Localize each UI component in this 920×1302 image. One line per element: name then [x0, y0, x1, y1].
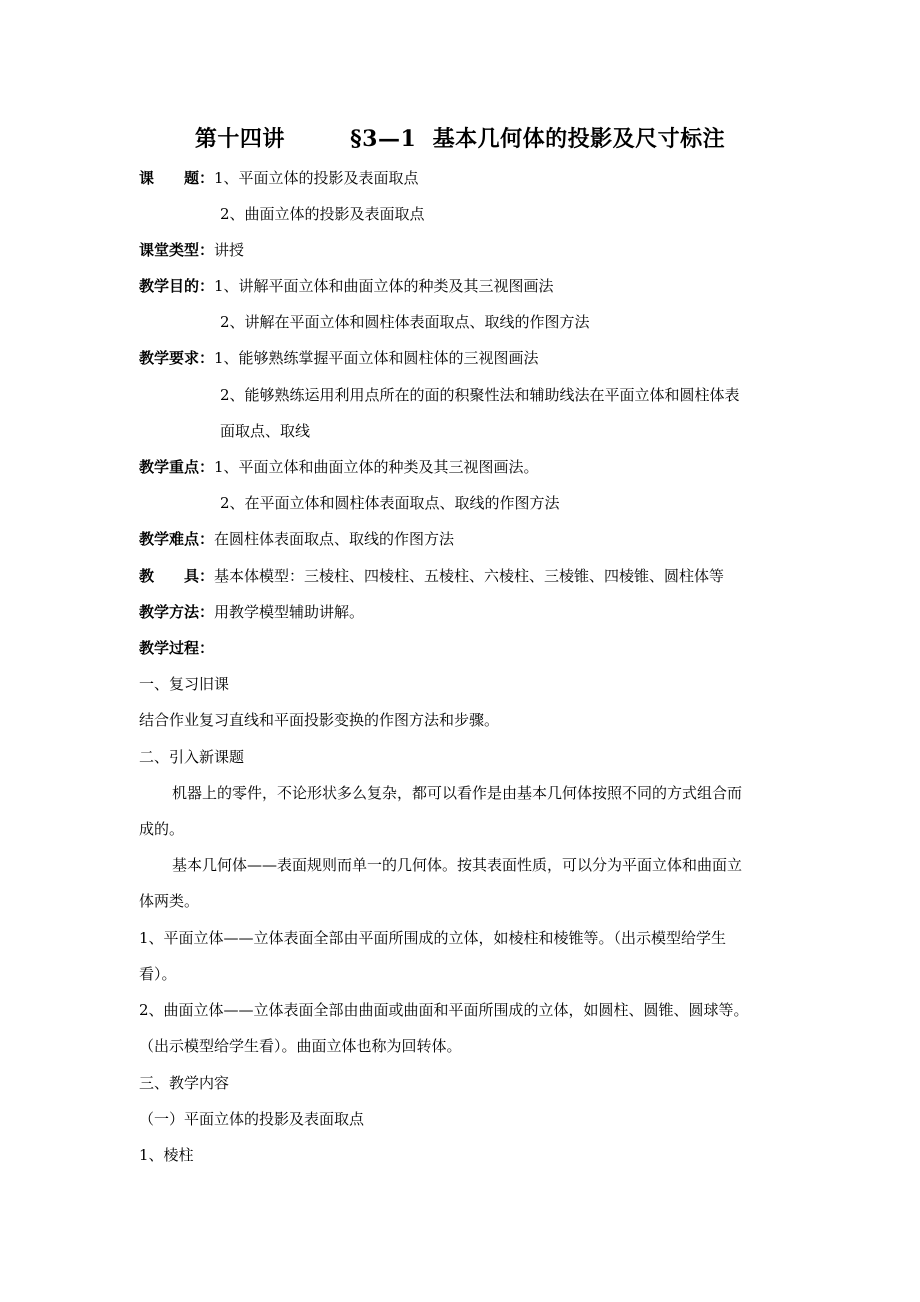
list-item-2-line-1: 2、曲面立体——立体表面全部由曲面或曲面和平面所围成的立体，如圆柱、圆锥、圆球等。 — [139, 1001, 749, 1019]
list-item-1-line-1: 1、平面立体——立体表面全部由平面所围成的立体，如棱柱和棱锥等。（出示模型给学生 — [139, 929, 727, 947]
topic-label: 课 题： — [139, 169, 215, 187]
requirement-item-2a: 2、能够熟练运用利用点所在的面的积聚性法和辅助线法在平面立体和圆柱体表 — [220, 386, 740, 404]
topic-item-2: 2、曲面立体的投影及表面取点 — [220, 205, 425, 223]
paragraph-2-line-2: 体两类。 — [139, 892, 200, 910]
requirement-item-2b: 面取点、取线 — [220, 422, 311, 440]
difficulty-value: 在圆柱体表面取点、取线的作图方法 — [214, 530, 455, 548]
method-label: 教学方法： — [139, 603, 215, 621]
requirement-item-1: 1、能够熟练掌握平面立体和圆柱体的三视图画法 — [214, 349, 539, 367]
requirement-label: 教学要求： — [139, 349, 215, 367]
goal-item-2: 2、讲解在平面立体和圆柱体表面取点、取线的作图方法 — [220, 313, 590, 331]
teaching-tools-row — [139, 566, 724, 586]
difficulty-label: 教学难点： — [139, 530, 215, 548]
paragraph-1-line-2: 成的。 — [139, 820, 185, 838]
subsection-1-item: 1、棱柱 — [139, 1146, 194, 1164]
method-value: 用教学模型辅助讲解。 — [214, 603, 365, 621]
subsection-1-heading: （一）平面立体的投影及表面取点 — [139, 1110, 365, 1128]
page-title: 第十四讲 §3—1 基本几何体的投影及尺寸标注 — [194, 126, 726, 152]
paragraph-2-line-1: 基本几何体——表面规则而单一的几何体。按其表面性质，可以分为平面立体和曲面立 — [172, 856, 743, 874]
method-row — [139, 602, 364, 622]
goal-row — [139, 276, 554, 296]
key-point-row — [139, 457, 539, 477]
topic-row — [139, 168, 419, 188]
section-1-heading: 一、复习旧课 — [139, 675, 230, 693]
section-3-heading: 三、教学内容 — [139, 1074, 230, 1092]
difficulty-row — [139, 529, 454, 549]
goal-item-1: 1、讲解平面立体和曲面立体的种类及其三视图画法 — [214, 277, 554, 295]
section-2-heading: 二、引入新课题 — [139, 748, 245, 766]
teaching-tools-value: 基本体模型：三棱柱、四棱柱、五棱柱、六棱柱、三棱锥、四棱锥、圆柱体等 — [214, 567, 725, 585]
list-item-1-line-2: 看）。 — [139, 965, 177, 983]
topic-item-1: 1、平面立体的投影及表面取点 — [214, 169, 419, 187]
requirement-row — [139, 348, 539, 368]
type-label: 课堂类型： — [139, 241, 215, 259]
key-point-label: 教学重点： — [139, 458, 215, 476]
key-point-item-2: 2、在平面立体和圆柱体表面取点、取线的作图方法 — [220, 494, 560, 512]
goal-label: 教学目的： — [139, 277, 215, 295]
teaching-tools-label: 教 具： — [139, 567, 215, 585]
type-value: 讲授 — [214, 241, 245, 259]
key-point-item-1: 1、平面立体和曲面立体的种类及其三视图画法。 — [214, 458, 539, 476]
paragraph-1-line-1: 机器上的零件，不论形状多么复杂，都可以看作是由基本几何体按照不同的方式组合而 — [172, 784, 743, 802]
process-label: 教学过程： — [139, 639, 215, 657]
section-1-text: 结合作业复习直线和平面投影变换的作图方法和步骤。 — [139, 711, 500, 729]
list-item-2-line-2: （出示模型给学生看）。曲面立体也称为回转体。 — [139, 1037, 462, 1055]
type-row — [139, 240, 244, 260]
